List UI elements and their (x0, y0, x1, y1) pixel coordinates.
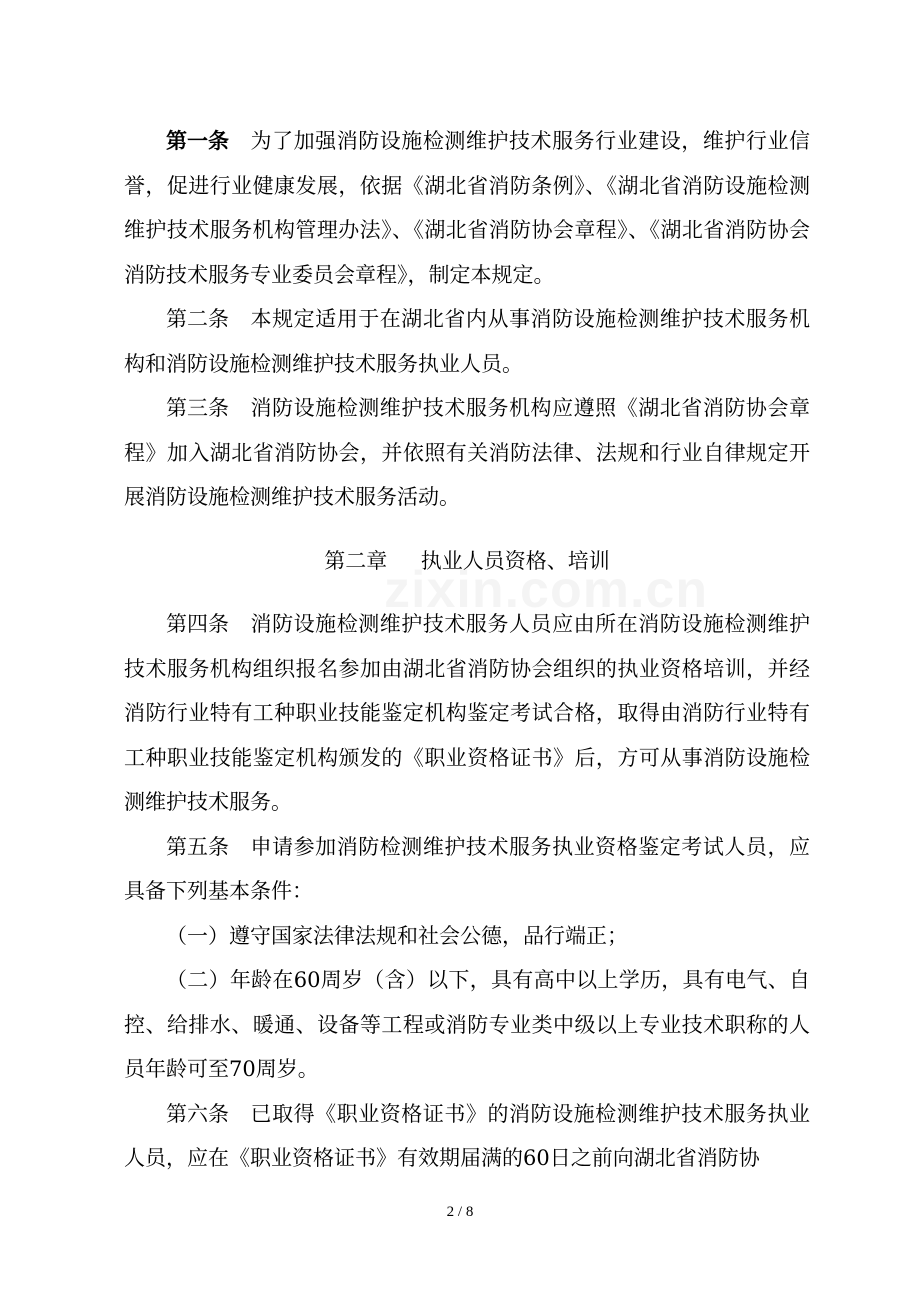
article-text: 消防设施检测维护技术服务机构应遵照《湖北省消防协会章程》加入湖北省消防协会，并依照有关消防法律、法规和行业自律规定开展消防设施检测维护技术服务活动。 (124, 396, 810, 509)
page-number: 2 / 8 (446, 1204, 474, 1220)
condition-item-1: （一）遵守国家法律法规和社会公德，品行端正； (166, 923, 628, 948)
article-label: 第五条 (166, 834, 229, 859)
article-text: 申请参加消防检测维护技术服务执业资格鉴定考试人员，应具备下列基本条件： (124, 834, 810, 903)
article-label: 第一条 (166, 128, 229, 153)
article-2 (124, 297, 810, 386)
article-5 (124, 825, 810, 914)
article-3 (124, 386, 810, 520)
article-4 (124, 602, 810, 825)
document-body (124, 119, 810, 1181)
chapter-heading (124, 539, 810, 584)
article-label: 第六条 (166, 1101, 229, 1126)
article-text: 消防设施检测维护技术服务人员应由所在消防设施检测维护技术服务机构组织报名参加由湖北省消防协会组织的执业资格培训，并经消防行业特有工种职业技能鉴定机构鉴定考试合格，取得由消防行业特有工种职业技能鉴定机构颁发的《职业资格证书》后，方可从事消防设施检测维护技术服务。 (124, 612, 810, 814)
article-text: 已取得《职业资格证书》的消防设施检测维护技术服务执业人员，应在《职业资格证书》有效期届满的60日之前向湖北省消防协 (124, 1101, 810, 1170)
condition-item-2: （二）年龄在60周岁（含）以下，具有高中以上学历，具有电气、自控、给排水、暖通、设备等工程或消防专业类中级以上专业技术职称的人员年龄可至70周岁。 (124, 968, 810, 1081)
chapter-title: 执业人员资格、培训 (420, 548, 610, 573)
chapter-number: 第二章 (324, 548, 388, 573)
article-text: 本规定适用于在湖北省内从事消防设施检测维护技术服务机构和消防设施检测维护技术服务执业人员。 (124, 307, 810, 376)
article-label: 第二条 (166, 307, 229, 331)
article-label: 第四条 (166, 612, 229, 636)
article-6 (124, 1092, 810, 1181)
article-label: 第三条 (166, 396, 229, 420)
article-text: 为了加强消防设施检测维护技术服务行业建设，维护行业信誉，促进行业健康发展，依据《湖北省消防条例》、《湖北省消防设施检测维护技术服务机构管理办法》、《湖北省消防协会章程》、《湖北省消防协会消防技术服务专业委员会章程》，制定本规定。 (124, 129, 810, 287)
article-1 (124, 119, 810, 297)
